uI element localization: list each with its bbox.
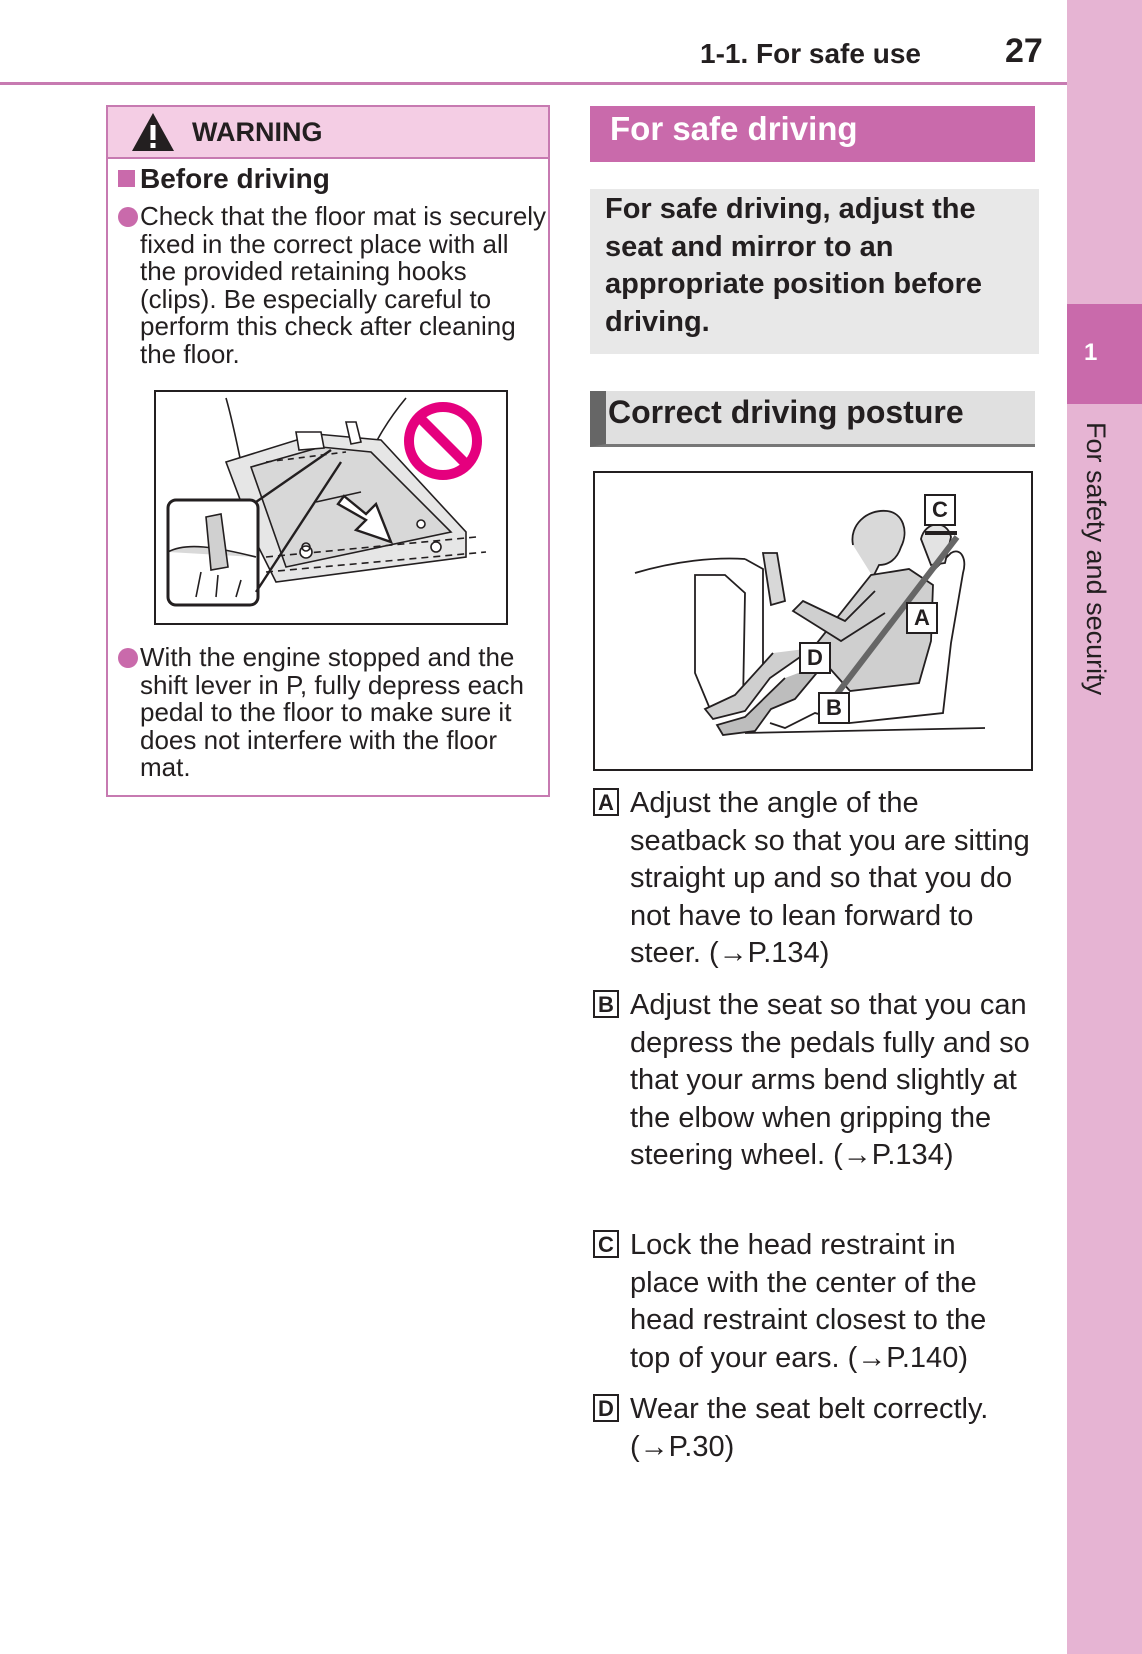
warning-bullet-text: With the engine stopped and the shift lever in P, fully depress each pedal to the floor to make sure it does not interfere with the floor mat.	[140, 642, 524, 782]
floor-mat-illustration	[154, 390, 508, 625]
warning-subheading-text: Before driving	[140, 163, 330, 194]
item-text: Adjust the seat so that you can depress the pedals fully and so that your arms bend slightly at the elbow when gripping the steering wheel. (→P.134)	[630, 989, 1030, 1171]
warning-bullet-text: Check that the floor mat is securely fixed in the correct place with all the provided retaining hooks (clips). Be especially careful to perform this check after cleaning the floor.	[140, 201, 547, 369]
item-label: D	[593, 1394, 619, 1422]
chapter-side-label: For safety and security	[1081, 422, 1111, 696]
figure-label-c	[925, 495, 955, 525]
page-heading-bar	[590, 106, 1035, 162]
svg-text:A: A	[914, 605, 930, 630]
item-label: A	[593, 788, 619, 816]
svg-text:B: B	[826, 695, 842, 720]
chapter-side-strip	[1067, 0, 1142, 1654]
posture-item-a	[593, 785, 1033, 975]
posture-item-c	[593, 1227, 1033, 1377]
warning-subheading	[118, 163, 330, 195]
warning-box	[106, 105, 550, 797]
item-text: Adjust the angle of the seatback so that you are sitting straight up and so that you do not have to lean forward to steer. (→P.134)	[630, 787, 1030, 969]
posture-item-d	[593, 1391, 1033, 1471]
square-bullet-icon	[118, 170, 135, 187]
section-title: 1-1. For safe use	[700, 38, 921, 69]
header-divider	[0, 82, 1067, 85]
figure-label-d	[800, 643, 830, 673]
prohibited-icon	[409, 407, 477, 475]
floor-mat-drawing	[156, 392, 506, 623]
driving-posture-illustration	[593, 471, 1033, 771]
intro-text: For safe driving, adjust the seat and mirror to an appropriate position before driving.	[605, 193, 983, 338]
bullet-dot-icon	[118, 648, 138, 668]
subheading: Correct driving posture	[608, 394, 964, 430]
item-text: Lock the head restraint in place with the center of the head restraint closest to the top of your ears. (→P.140)	[630, 1229, 987, 1374]
chapter-tab[interactable]	[1067, 304, 1142, 404]
warning-header	[108, 107, 548, 159]
posture-item-b	[593, 987, 1033, 1217]
driving-posture-drawing	[595, 473, 1031, 769]
warning-triangle-icon	[130, 111, 176, 153]
figure-label-b	[819, 693, 849, 723]
bullet-dot-icon	[118, 207, 138, 227]
subheading-bar	[590, 391, 1035, 447]
chapter-tab-number: 1	[1084, 339, 1098, 366]
svg-text:C: C	[932, 497, 948, 522]
item-text: Wear the seat belt correctly. (→P.30)	[630, 1393, 989, 1463]
item-label: C	[593, 1230, 619, 1258]
svg-text:D: D	[807, 645, 823, 670]
intro-box	[590, 189, 1039, 354]
page-number: 27	[1005, 32, 1043, 70]
figure-label-a	[907, 603, 937, 633]
page-heading: For safe driving	[610, 110, 858, 147]
warning-title: WARNING	[192, 117, 323, 147]
item-label: B	[593, 990, 619, 1018]
